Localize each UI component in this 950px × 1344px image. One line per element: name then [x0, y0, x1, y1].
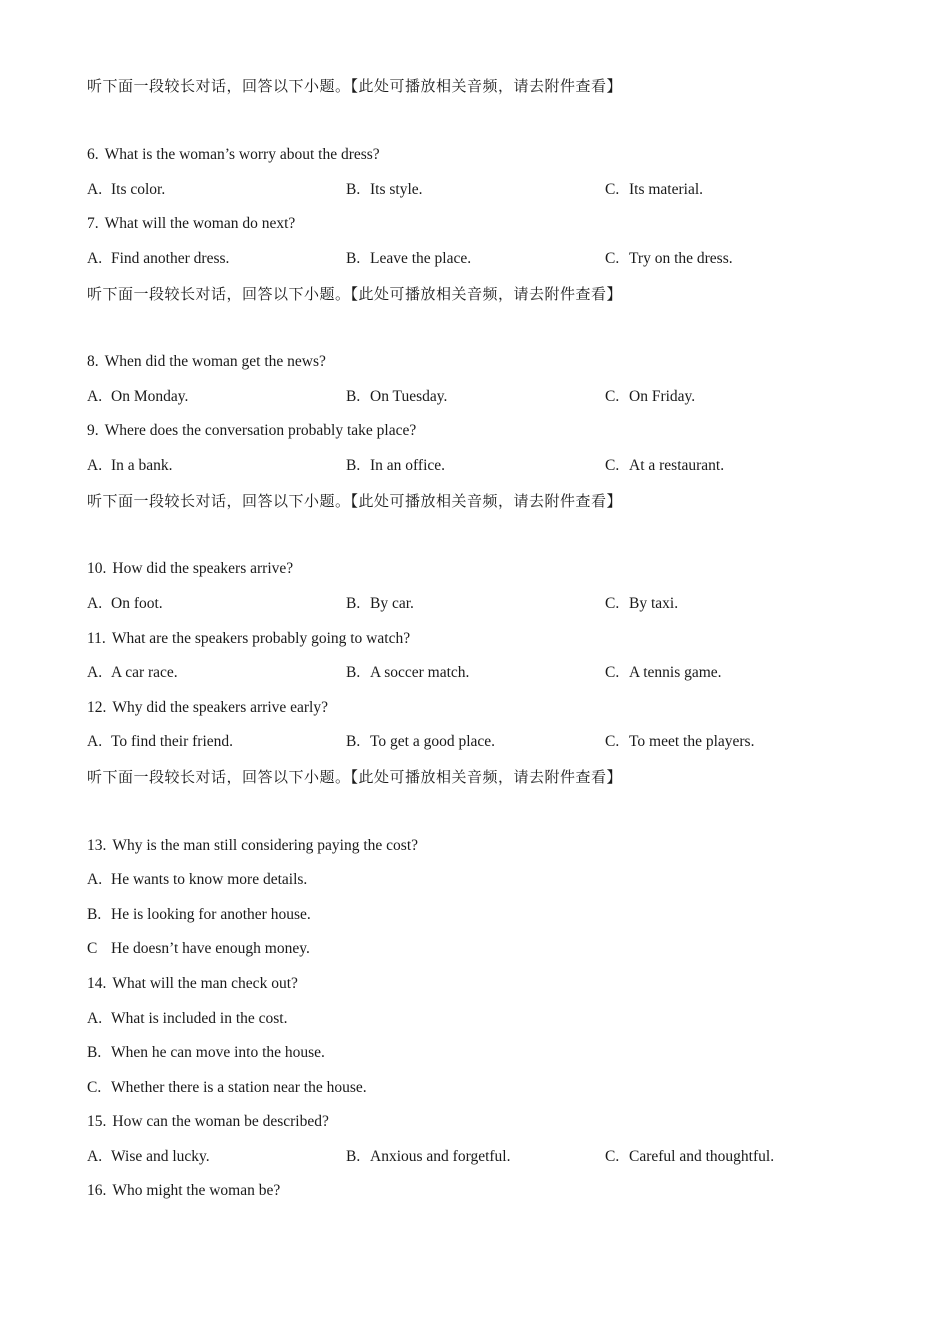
question-text: What are the speakers probably going to watch? [111, 630, 411, 647]
option-text: A soccer match. [370, 664, 470, 681]
option-text: He wants to know more details. [111, 871, 308, 888]
option-text: Try on the dress. [629, 250, 733, 267]
option-b [346, 456, 445, 476]
question-text: How can the woman be described? [112, 1113, 329, 1130]
option-label: C. [87, 1079, 102, 1096]
question-number: 16. [87, 1182, 107, 1199]
option-text: Leave the place. [370, 250, 472, 267]
option-label: C [87, 940, 98, 957]
question-number: 14. [87, 975, 107, 992]
option-label: B. [346, 388, 361, 405]
question-16 [87, 1181, 280, 1201]
option-label: B. [346, 664, 361, 681]
option-c [605, 1147, 774, 1167]
option-c [605, 249, 733, 269]
option-label: C. [605, 457, 620, 474]
option-c [605, 456, 724, 476]
option-label: B. [346, 1148, 361, 1165]
option-b [87, 905, 311, 925]
option-c [605, 180, 703, 200]
option-a [87, 180, 165, 200]
option-label: A. [87, 664, 103, 681]
option-a [87, 1009, 288, 1029]
option-text: On Friday. [629, 388, 696, 405]
option-text: By car. [370, 595, 414, 612]
option-text: A tennis game. [629, 664, 722, 681]
option-text: On foot. [111, 595, 163, 612]
question-13 [87, 836, 418, 856]
option-text: A car race. [111, 664, 178, 681]
option-label: B. [346, 595, 361, 612]
section-instruction: 听下面一段较长对话，回答以下小题。【此处可播放相关音频，请去附件查看】 [87, 77, 623, 95]
question-9 [87, 421, 416, 441]
option-c [605, 594, 678, 614]
option-b [346, 594, 414, 614]
option-text: He doesn’t have enough money. [111, 940, 310, 957]
option-c [605, 387, 695, 407]
question-text: How did the speakers arrive? [112, 560, 294, 577]
question-14 [87, 974, 298, 994]
option-text: Its style. [370, 181, 423, 198]
option-label: B. [87, 1044, 102, 1061]
option-text: Find another dress. [111, 250, 230, 267]
option-b [346, 387, 447, 407]
option-a [87, 387, 188, 407]
question-text: When did the woman get the news? [104, 353, 326, 370]
option-label: C. [605, 664, 620, 681]
option-a [87, 249, 229, 269]
option-text: On Monday. [111, 388, 189, 405]
option-label: B. [346, 181, 361, 198]
option-label: B. [87, 906, 102, 923]
option-b [346, 663, 469, 683]
option-b [346, 249, 471, 269]
option-label: C. [605, 250, 620, 267]
option-text: Its material. [629, 181, 704, 198]
option-text: Whether there is a station near the house. [111, 1079, 367, 1096]
question-number: 10. [87, 560, 107, 577]
option-text: When he can move into the house. [111, 1044, 325, 1061]
question-number: 13. [87, 837, 107, 854]
question-text: What will the man check out? [112, 975, 298, 992]
section-instruction: 听下面一段较长对话，回答以下小题。【此处可播放相关音频，请去附件查看】 [87, 768, 623, 786]
option-label: A. [87, 388, 103, 405]
question-text: Why did the speakers arrive early? [112, 699, 328, 716]
option-label: A. [87, 1010, 103, 1027]
option-text: Anxious and forgetful. [370, 1148, 511, 1165]
question-10 [87, 559, 293, 579]
section-instruction: 听下面一段较长对话，回答以下小题。【此处可播放相关音频，请去附件查看】 [87, 285, 623, 303]
option-c [87, 939, 310, 959]
question-number: 7. [87, 215, 99, 232]
option-label: A. [87, 181, 103, 198]
question-text: Why is the man still considering paying the cost? [112, 837, 419, 854]
question-text: What will the woman do next? [104, 215, 296, 232]
option-c [87, 1078, 367, 1098]
question-11 [87, 629, 410, 649]
option-label: A. [87, 733, 103, 750]
option-label: B. [346, 457, 361, 474]
question-8 [87, 352, 326, 372]
option-text: At a restaurant. [629, 457, 725, 474]
option-label: C. [605, 595, 620, 612]
question-7 [87, 214, 295, 234]
question-number: 6. [87, 146, 99, 163]
question-number: 11. [87, 630, 106, 647]
question-number: 15. [87, 1113, 107, 1130]
option-label: A. [87, 1148, 103, 1165]
option-label: C. [605, 733, 620, 750]
question-text: Where does the conversation probably take place? [104, 422, 417, 439]
option-text: What is included in the cost. [111, 1010, 288, 1027]
option-label: B. [346, 733, 361, 750]
option-a [87, 870, 307, 890]
option-b [346, 1147, 510, 1167]
option-text: To meet the players. [629, 733, 755, 750]
option-label: A. [87, 595, 103, 612]
option-a [87, 456, 173, 476]
option-text: Wise and lucky. [111, 1148, 210, 1165]
option-text: By taxi. [629, 595, 679, 612]
option-a [87, 594, 163, 614]
option-c [605, 732, 754, 752]
option-b [346, 732, 495, 752]
option-b [87, 1043, 325, 1063]
option-label: B. [346, 250, 361, 267]
option-a [87, 663, 178, 683]
option-b [346, 180, 423, 200]
option-text: To find their friend. [111, 733, 234, 750]
option-label: A. [87, 871, 103, 888]
option-text: In a bank. [111, 457, 173, 474]
option-c [605, 663, 722, 683]
question-text: What is the woman’s worry about the dress? [104, 146, 380, 163]
option-a [87, 732, 233, 752]
option-text: On Tuesday. [370, 388, 448, 405]
option-label: A. [87, 457, 103, 474]
question-number: 12. [87, 699, 107, 716]
option-a [87, 1147, 210, 1167]
question-number: 9. [87, 422, 99, 439]
option-text: To get a good place. [370, 733, 496, 750]
option-text: Careful and thoughtful. [629, 1148, 775, 1165]
question-text: Who might the woman be? [112, 1182, 281, 1199]
option-label: C. [605, 181, 620, 198]
question-number: 8. [87, 353, 99, 370]
option-text: In an office. [370, 457, 446, 474]
option-label: C. [605, 1148, 620, 1165]
question-15 [87, 1112, 329, 1132]
option-label: C. [605, 388, 620, 405]
option-text: Its color. [111, 181, 166, 198]
question-12 [87, 698, 328, 718]
question-6 [87, 145, 380, 165]
option-label: A. [87, 250, 103, 267]
section-instruction: 听下面一段较长对话，回答以下小题。【此处可播放相关音频，请去附件查看】 [87, 492, 623, 510]
option-text: He is looking for another house. [111, 906, 311, 923]
